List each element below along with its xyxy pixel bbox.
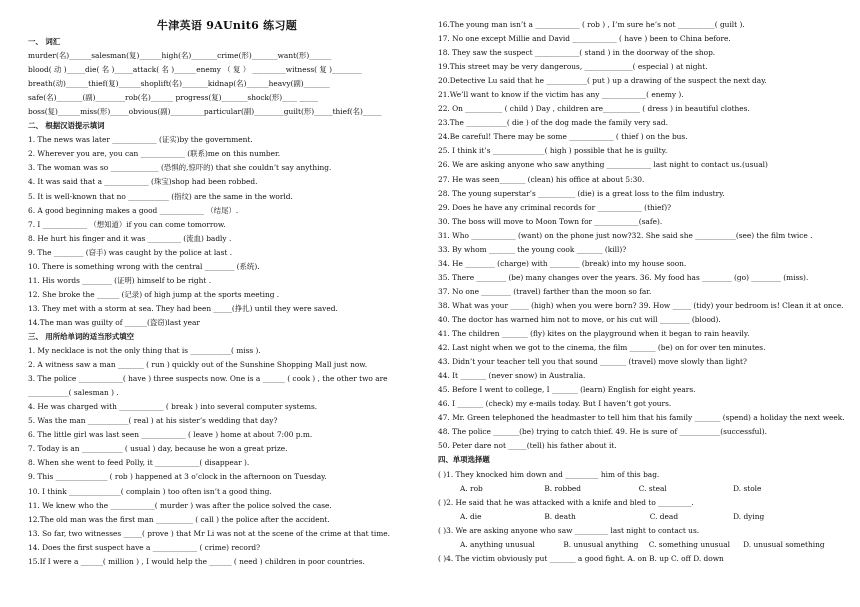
exercise-line: 8. When she went to feed Polly, it ____________( disappear ). bbox=[28, 458, 250, 468]
exercise-line: 4. It was said that a ____________ (珠宝)shop had been robbed. bbox=[28, 177, 258, 187]
exercise-line: 40. The doctor has warned him not to move, or his cut will ________ (blood). bbox=[438, 314, 721, 324]
exercise-line: 29. Does he have any criminal records for ____________ (thief)? bbox=[438, 202, 672, 212]
q1-option-c: C. steal bbox=[638, 483, 667, 493]
q3-option-d: D. unusual something bbox=[743, 539, 825, 549]
exercise-line: 23.The ___________( die ) of the dog made the family very sad. bbox=[438, 118, 668, 128]
exercise-line: 18. They saw the suspect ____________( stand ) in the doorway of the shop. bbox=[438, 48, 716, 58]
exercise-line: 20.Detective Lu said that he ___________( put ) up a drawing of the suspect the next day. bbox=[438, 76, 767, 86]
q2-option-a: A. die bbox=[460, 511, 482, 521]
section-heading: 三、 用所给单词的适当形式填空 bbox=[28, 331, 135, 341]
exercise-line: 16.The young man isn’t a ____________ ( rob ) , I’m sure he’s not __________( guilt ). bbox=[438, 20, 745, 29]
section-heading: 一、 词汇 bbox=[28, 37, 61, 46]
exercise-line: 28. The young superstar’s __________ (die) is a great loss to the film industry. bbox=[438, 188, 725, 198]
q2-option-c: C. dead bbox=[649, 511, 679, 521]
right-lines bbox=[438, 18, 850, 482]
exercise-line: 1. My necklace is not the only thing that is ___________( miss ). bbox=[28, 346, 261, 356]
exercise-line: 2. A witness saw a man _______ ( run ) quickly out of the Sunshine Shopping Mall just now. bbox=[28, 360, 368, 370]
exercise-line: 33. By whom _______ the young cook _______ (kill)? bbox=[438, 244, 627, 254]
exercise-line: 2. Wherever you are, you can ____________ (联系)me on this number. bbox=[28, 149, 281, 159]
exercise-line: 10. I think ______________( complain ) too often isn’t a good thing. bbox=[28, 486, 272, 496]
worksheet-title: 牛津英语 9AUnit6 练习题 bbox=[156, 19, 298, 32]
exercise-line: ___________( salesman ) . bbox=[28, 388, 119, 398]
exercise-line: 17. No one except Millie and David ____________ ( have ) been to China before. bbox=[438, 34, 731, 44]
question-3: ( )3. We are asking anyone who saw _________ last night to contact us. bbox=[438, 525, 700, 535]
exercise-line: 31. Who ____________ (want) on the phone just now?32. She said she ___________(see) the film twice . bbox=[438, 230, 813, 240]
exercise-line: 45. Before I went to college, I _______ (learn) English for eight years. bbox=[438, 385, 696, 395]
exercise-line: ( )1. They knocked him down and _________ him of this bag. bbox=[438, 469, 660, 479]
q3-option-b: B. unusual anything bbox=[563, 539, 639, 549]
exercise-line: 12.The old man was the first man __________ ( call ) the police after the accident. bbox=[28, 514, 330, 524]
q1-option-b: B. robbed bbox=[544, 483, 582, 493]
exercise-line: 14. Does the first suspect have a ____________ ( crime) record? bbox=[28, 542, 261, 552]
exercise-line: 6. A good beginning makes a good ____________ （结尾）. bbox=[28, 205, 239, 215]
exercise-line: 13. So far, two witnesses _____( prove ) that Mr Li was not at the scene of the crime at that time. bbox=[28, 528, 390, 538]
exercise-line: 3. The woman was so _____________ (恐惧的,惊吓的) that she couldn’t say anything. bbox=[28, 163, 332, 173]
exercise-line: murder(名)______salesman(复)______high(名)_______crime(形)_______want(形)______ bbox=[28, 51, 332, 61]
exercise-line: 8. He hurt his finger and it was _________ (流血) badly . bbox=[28, 233, 232, 243]
q1-option-a: A. rob bbox=[460, 483, 483, 493]
exercise-line: 7. I ____________ （想知道）if you can come tomorrow. bbox=[28, 219, 226, 229]
exercise-line: 4. He was charged with ____________ ( break ) into several computer systems. bbox=[28, 402, 318, 412]
exercise-line: 9. This ______________ ( rob ) happened at 3 o’clock in the afternoon on Tuesday. bbox=[28, 472, 327, 482]
exercise-line: 10. There is something wrong with the central ________ (系统). bbox=[28, 261, 260, 271]
exercise-line: 21.We’ll want to know if the victim has any ____________( enemy ). bbox=[438, 90, 684, 100]
exercise-line: 35. There ________ (be) many changes over the years. 36. My food has ________ (go) ________ (miss). bbox=[438, 272, 809, 282]
q2-option-b: B. death bbox=[544, 511, 576, 521]
exercise-line: 11. His words ________ (证明) himself to be right . bbox=[28, 275, 212, 285]
exercise-line: 5. Was the man ___________( real ) at his sister’s wedding that day? bbox=[28, 416, 278, 426]
exercise-line: 34. He ________ (charge) with ________ (break) into my house soon. bbox=[438, 258, 687, 268]
exercise-line: 22. On __________ ( child ) Day , children are__________ ( dress ) in beautiful clothes. bbox=[438, 104, 750, 114]
question-2: ( )2. He said that he was attacked with a knife and bled to _________. bbox=[438, 497, 694, 507]
exercise-line: 6. The little girl was last seen ____________ ( leave ) home at about 7:00 p.m. bbox=[28, 430, 313, 440]
right-column bbox=[438, 18, 850, 597]
section-heading: 四、单项选择题 bbox=[438, 455, 490, 465]
q2-options bbox=[438, 510, 850, 524]
q2-option-d: D. dying bbox=[733, 511, 765, 521]
exercise-line: 44. It _______ (never snow) in Australia. bbox=[438, 371, 586, 381]
exercise-line: 47. Mr. Green telephoned the headmaster to tell him that his family _______ (spend) a holiday the next week. bbox=[438, 413, 845, 423]
exercise-line: 38. What was your _____ (high) when you were born? 39. How _____ (tidy) your bedroom is! Clean it at once. bbox=[438, 300, 844, 310]
exercise-line: 26. We are asking anyone who saw anything ____________ last night to contact us.(usual) bbox=[438, 160, 768, 170]
exercise-line: blood( 动 )_____die( 名 )_____attack( 名 )______enemy （ 复 ） _________witness( 复 )________ bbox=[28, 65, 362, 75]
exercise-line: 12. She broke the ______ (记录) of high jump at the sports meeting . bbox=[28, 289, 280, 299]
exercise-line: breath(动)______thief(复)______shoplift(名)_______kidnap(名)______heavy(副)_______ bbox=[28, 79, 330, 89]
exercise-line: 14.The man was guilty of ______(盗窃)last year bbox=[28, 317, 200, 327]
section-heading: 二、 根据汉语提示填词 bbox=[28, 121, 105, 131]
exercise-line: 19.This street may be very dangerous, _____________( especial ) at night. bbox=[438, 62, 708, 72]
exercise-line: 5. It is well-known that no ___________ (指纹) are the same in the world. bbox=[28, 191, 293, 201]
exercise-line: 48. The police _______(be) trying to catch thief. 49. He is sure of ___________(successful). bbox=[438, 427, 767, 437]
exercise-line: 1. The news was later ____________ (证实)by the government. bbox=[28, 135, 253, 145]
exercise-line: 42. Last night when we got to the cinema, the film _______ (be) on for over ten minutes. bbox=[438, 343, 766, 353]
exercise-line: 37. No one ________ (travel) farther than the moon so far. bbox=[438, 286, 652, 296]
q1-options bbox=[438, 482, 850, 496]
q3-option-a: A. anything unusual bbox=[460, 539, 535, 549]
exercise-line: 24.Be careful! There may be some ____________ ( thief ) on the bus. bbox=[438, 132, 688, 142]
left-column bbox=[28, 18, 426, 597]
exercise-line: boss(复)______miss(形)_____obvious(副)_________particular(副)________guilt(形)_____thief(名)_____ bbox=[28, 107, 382, 117]
q1-option-d: D. stole bbox=[733, 483, 762, 493]
exercise-line: 25. I think it’s ______________( high ) possible that he is guilty. bbox=[438, 146, 668, 156]
exercise-line: 41. The children _______ (fly) kites on the playground when it began to rain heavily. bbox=[438, 329, 750, 339]
exercise-line: 50. Peter dare not _____(tell) his father about it. bbox=[438, 441, 617, 451]
q3-option-c: C. something unusual bbox=[648, 539, 730, 549]
exercise-line: 7. Today is an ___________ ( usual ) day, because he won a great prize. bbox=[28, 444, 288, 454]
exercise-line: 46. I _______ (check) my e-mails today. But I haven’t got yours. bbox=[438, 399, 672, 409]
q3-options bbox=[438, 538, 850, 552]
exercise-line: 13. They met with a storm at sea. They had been _____(挣扎) until they were saved. bbox=[28, 303, 338, 313]
exercise-line: 30. The boss will move to Moon Town for ____________(safe). bbox=[438, 216, 663, 226]
exercise-line: 15.If I were a ______( million ) , I would help the ______ ( need ) children in poor countries. bbox=[28, 556, 365, 566]
exercise-line: 9. The ________ (窃手) was caught by the police at last . bbox=[28, 247, 233, 257]
exercise-line: 43. Didn’t your teacher tell you that sound _______ (travel) move slowly than light? bbox=[438, 357, 747, 367]
exercise-line: 11. We knew who the ____________( murder ) was after the police solved the case. bbox=[28, 500, 332, 510]
question-4: ( )4. The victim obviously put _______ a good fight. A. on B. up C. off D. down bbox=[438, 553, 724, 563]
exercise-line: 3. The police ____________( have ) three suspects now. One is a ______ ( cook ) , the other two are bbox=[28, 374, 388, 384]
exercise-line: 27. He was seen_______ (clean) his office at about 5:30. bbox=[438, 174, 645, 184]
exercise-line: safe(名)_______(副)________rob(名)______ progress(复)_______shock(形)____ _____ bbox=[28, 93, 318, 103]
left-lines bbox=[28, 35, 426, 569]
